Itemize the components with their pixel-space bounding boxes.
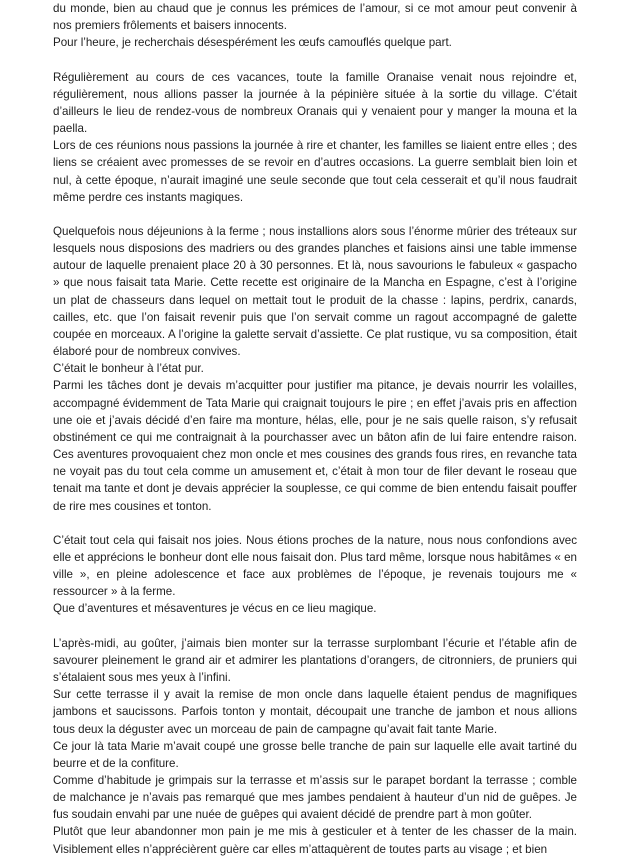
paragraph: C’était le bonheur à l’état pur. xyxy=(53,362,204,376)
paragraph: L’après-midi, au goûter, j’aimais bien monter sur la terrasse surplombant l’écurie et l’étable afin de savourer pleinement le grand air et admirer les plantations d’orangers, de citronniers, de pruniers qui s’étalaient sous mes yeux à l’infini. xyxy=(53,636,577,685)
paragraph: Lors de ces réunions nous passions la journée à rire et chanter, les familles se liaient entre elles ; des liens se créaient avec promesses de se revoir en d’autres occasions. La guerre semblait bien loin et nul, à cette époque, n’aurait imaginé une seule seconde que tout cela cesserait et qu’il nous faudrait même perdre ces instants magiques. xyxy=(53,139,577,204)
document-page xyxy=(53,0,577,858)
paragraph: du monde, bien au chaud que je connus les prémices de l’amour, si ce mot amour peut convenir à nos premiers frôlements et baisers innocents. xyxy=(53,2,577,33)
paragraph: Que d’aventures et mésaventures je vécus en ce lieu magique. xyxy=(53,602,377,616)
paragraph: Ce jour là tata Marie m’avait coupé une grosse belle tranche de pain sur laquelle elle avait tartiné du beurre et de la confiture. xyxy=(53,739,577,770)
paragraph: Plutôt que leur abandonner mon pain je me mis à gesticuler et à tenter de les chasser de la main. Visiblement elles n’apprécièrent guère car elles m’attaquèrent de toutes parts au visage ; et bien xyxy=(53,825,577,856)
paragraph: Régulièrement au cours de ces vacances, toute la famille Oranaise venait nous rejoindre et, régulièrement, nous allions passer la journée à la pépinière située à la sortie du village. C’était d’ailleurs le lieu de rendez-vous de nombreux Oranais qui y venaient pour y manger la mouna et la paella. xyxy=(53,70,577,136)
paragraph: Pour l’heure, je recherchais désespérément les œufs camouflés quelque part. xyxy=(53,36,452,50)
paragraph: Quelquefois nous déjeunions à la ferme ; nous installions alors sous l’énorme mûrier des tréteaux sur lesquels nous disposions des madriers ou des grandes planches et faisions ainsi une table immense autour de laquelle prenaient place 20 à 30 personnes. Et là, nous savourions le fabuleux « gaspacho » que nous faisait tata Marie. Cette recette est originaire de la Mancha en Espagne, c’est à l’origine un plat de chasseurs dans lequel on mettait tout le produit de la chasse : lapins, perdrix, canards, cailles, etc. que l’on faisait revenir puis que l’on servait comme un ragout accompagné de galette coupée en morceaux. A l’origine la galette servait d’assiette. Ce plat rustique, vu sa composition, était élaboré pour de nombreux convives. xyxy=(53,225,577,359)
paragraph: Sur cette terrasse il y avait la remise de mon oncle dans laquelle étaient pendus de magnifiques jambons et saucissons. Parfois tonton y montait, découpait une tranche de jambon et nous allions tous deux la déguster avec un morceau de pain de campagne qu’avait fait tante Marie. xyxy=(53,688,577,736)
paragraph: Comme d’habitude je grimpais sur la terrasse et m’assis sur le parapet bordant la terrasse ; comble de malchance je n’avais pas remarqué que mes jambes pendaient à hauteur d’un nid de guêpes. Je fus soudain envahi par une nuée de guêpes qui avaient décidé de prendre part à mon goûter. xyxy=(53,773,577,822)
paragraph: Parmi les tâches dont je devais m’acquitter pour justifier ma pitance, je devais nourrir les volailles, accompagné évidemment de Tata Marie qui craignait toujours le pire ; en effet j’avais pris en affection une oie et j’avais décidé d’en faire ma monture, hélas, elle, pour je ne sais quelle raison, s’y refusait obstinément ce qui me contraignait à la pourchasser avec un bâton afin de lui faire entendre raison. Ces aventures provoquaient chez mon oncle et mes cousines des grands fous rires, en revanche tata ne voyait pas du tout cela comme un amusement et, c’était à mon tour de filer devant le roseau que tenait ma tante et dont je devais apprécier la souplesse, ce qui comme de bien entendu faisait pouffer de rire mes cousines et tonton. xyxy=(53,379,577,513)
paragraph: C’était tout cela qui faisait nos joies. Nous étions proches de la nature, nous nous confondions avec elle et apprécions le bonheur dont elle nous faisait don. Plus tard même, lorsque nous habitâmes « en ville », en pleine adolescence et face aux problèmes de l’époque, je revenais toujours me « ressourcer » à la ferme. xyxy=(53,533,577,599)
